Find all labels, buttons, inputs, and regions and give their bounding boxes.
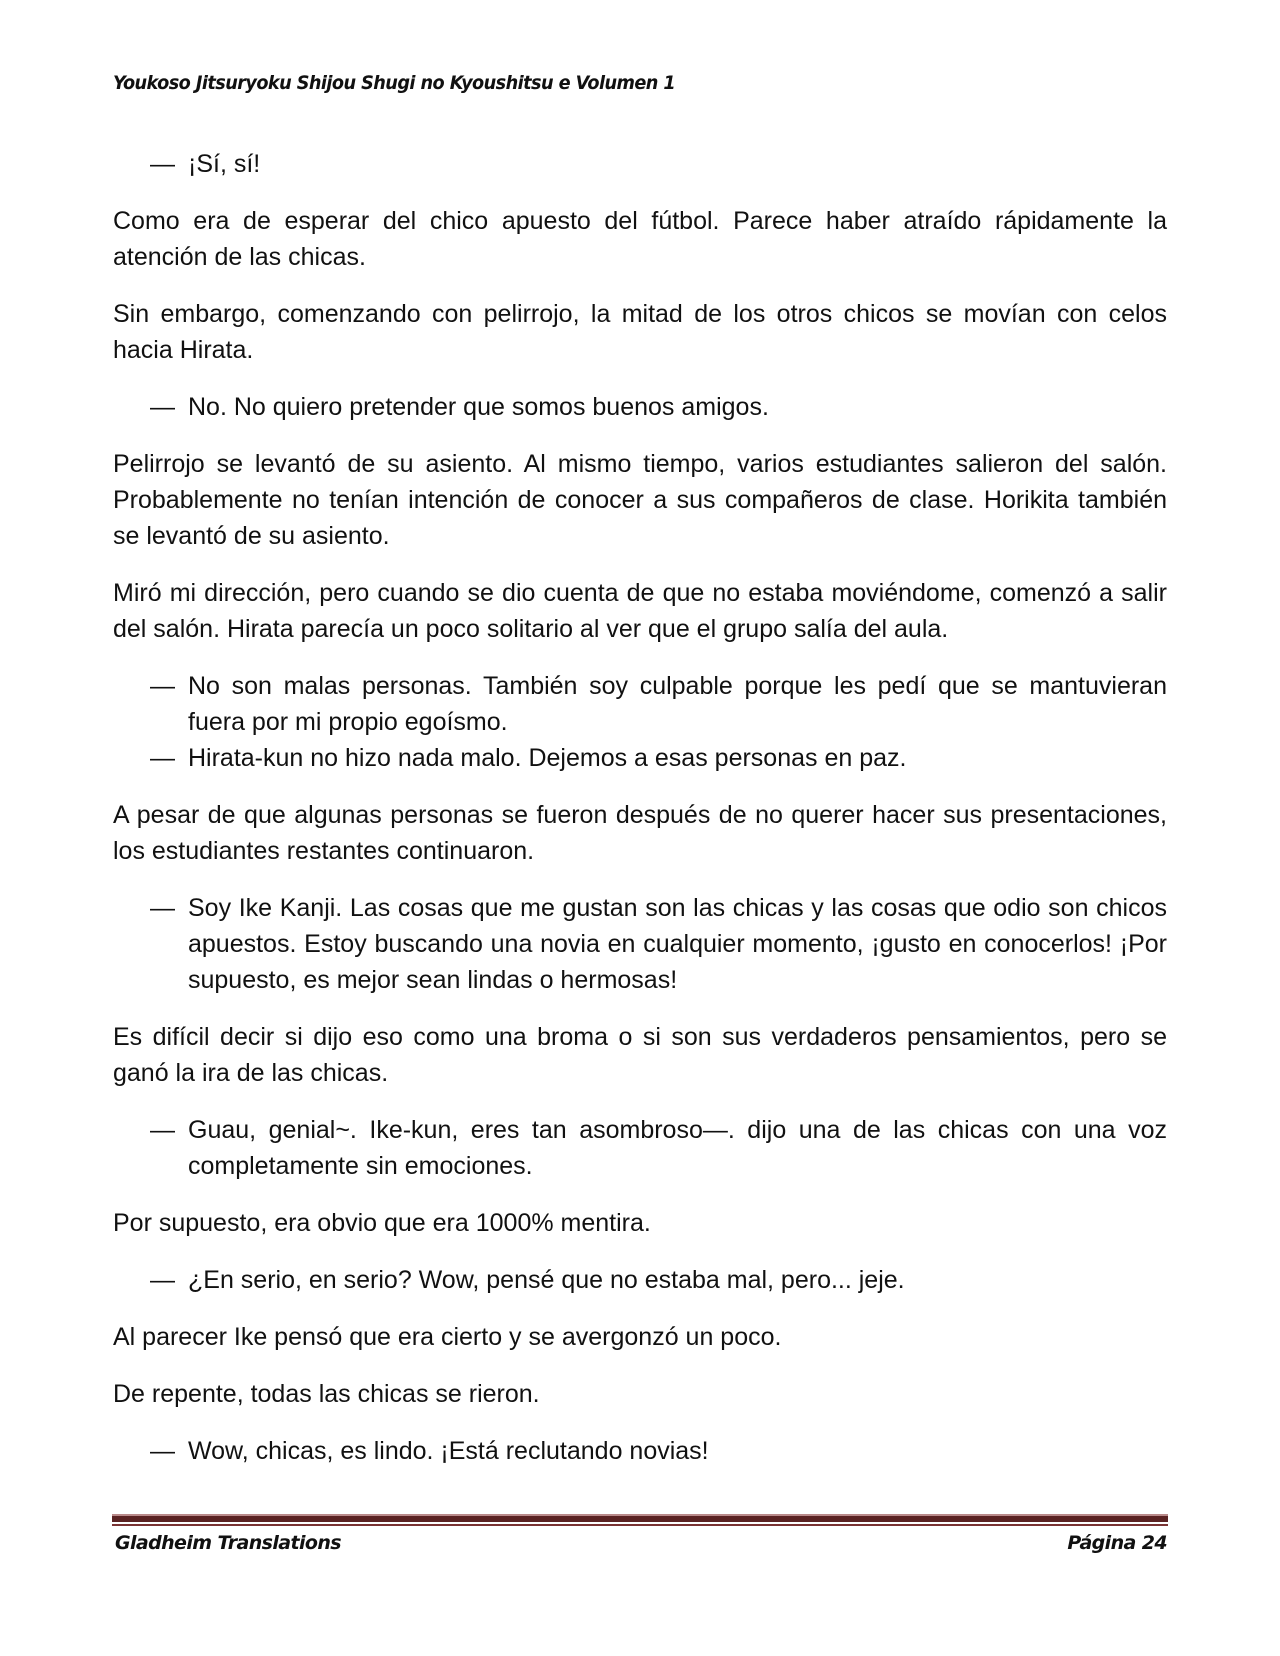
dialogue-text: No son malas personas. También soy culpable porque les pedí que se mantuvieran fuera por mi propio egoísmo.	[188, 672, 1167, 736]
page-header: Youkoso Jitsuryoku Shijou Shugi no Kyoushitsu e Volumen 1	[113, 72, 676, 94]
footer-rule-main	[112, 1516, 1168, 1522]
dialogue-dash: —	[150, 1116, 175, 1144]
dialogue-text: Soy Ike Kanji. Las cosas que me gustan son las chicas y las cosas que odio son chicos apuestos. Estoy buscando una novia en cualquier momento, ¡gusto en conocerlos! ¡Por supuesto, es mejor sean lindas o hermosas!	[188, 894, 1167, 994]
dialogue-line	[113, 890, 1167, 998]
dialogue-group	[113, 890, 1167, 998]
dialogue-line	[113, 146, 1167, 182]
paragraph: Como era de esperar del chico apuesto del fútbol. Parece haber atraído rápidamente la atención de las chicas.	[113, 207, 1167, 271]
paragraph: Al parecer Ike pensó que era cierto y se avergonzó un poco.	[113, 1323, 782, 1351]
dialogue-group	[113, 668, 1167, 776]
dialogue-group	[113, 1112, 1167, 1184]
paragraph: A pesar de que algunas personas se fueron después de no querer hacer sus presentaciones, los estudiantes restantes continuaron.	[113, 801, 1167, 865]
paragraph: Es difícil decir si dijo eso como una broma o si son sus verdaderos pensamientos, pero se ganó la ira de las chicas.	[113, 1023, 1167, 1087]
dialogue-text: Wow, chicas, es lindo. ¡Está reclutando novias!	[188, 1437, 709, 1465]
document-body	[113, 146, 1167, 1490]
dialogue-text: Hirata-kun no hizo nada malo. Dejemos a esas personas en paz.	[188, 744, 907, 772]
dialogue-group	[113, 1433, 1167, 1469]
dialogue-line	[113, 1262, 1167, 1298]
dialogue-line	[113, 1112, 1167, 1184]
paragraph: Sin embargo, comenzando con pelirrojo, la mitad de los otros chicos se movían con celos hacia Hirata.	[113, 300, 1167, 364]
dialogue-group	[113, 389, 1167, 425]
paragraph: Pelirrojo se levantó de su asiento. Al mismo tiempo, varios estudiantes salieron del salón. Probablemente no tenían intención de conocer a sus compañeros de clase. Horikita también se levantó de su asiento.	[113, 450, 1167, 550]
dialogue-line	[113, 668, 1167, 740]
paragraph: De repente, todas las chicas se rieron.	[113, 1380, 540, 1408]
footer-divider	[112, 1514, 1168, 1526]
dialogue-line	[113, 389, 1167, 425]
dialogue-dash: —	[150, 393, 175, 421]
footer-translator: Gladheim Translations	[115, 1532, 341, 1554]
dialogue-dash: —	[150, 672, 175, 700]
dialogue-dash: —	[150, 1437, 175, 1465]
dialogue-dash: —	[150, 744, 175, 772]
dialogue-text: ¿En serio, en serio? Wow, pensé que no estaba mal, pero... jeje.	[188, 1266, 905, 1294]
dialogue-dash: —	[150, 150, 175, 178]
dialogue-text: Guau, genial~. Ike-kun, eres tan asombroso—. dijo una de las chicas con una voz completamente sin emociones.	[188, 1116, 1167, 1180]
dialogue-group	[113, 146, 1167, 182]
paragraph: Por supuesto, era obvio que era 1000% mentira.	[113, 1209, 651, 1237]
footer-page-number: Página 24	[1067, 1532, 1167, 1554]
dialogue-group	[113, 1262, 1167, 1298]
dialogue-text: ¡Sí, sí!	[188, 150, 261, 178]
dialogue-dash: —	[150, 894, 175, 922]
footer-rule-bottom	[112, 1524, 1168, 1526]
dialogue-text: No. No quiero pretender que somos buenos amigos.	[188, 393, 769, 421]
dialogue-line	[113, 1433, 1167, 1469]
paragraph: Miró mi dirección, pero cuando se dio cuenta de que no estaba moviéndome, comenzó a salir del salón. Hirata parecía un poco solitario al ver que el grupo salía del aula.	[113, 579, 1167, 643]
dialogue-line	[113, 740, 1167, 776]
dialogue-dash: —	[150, 1266, 175, 1294]
